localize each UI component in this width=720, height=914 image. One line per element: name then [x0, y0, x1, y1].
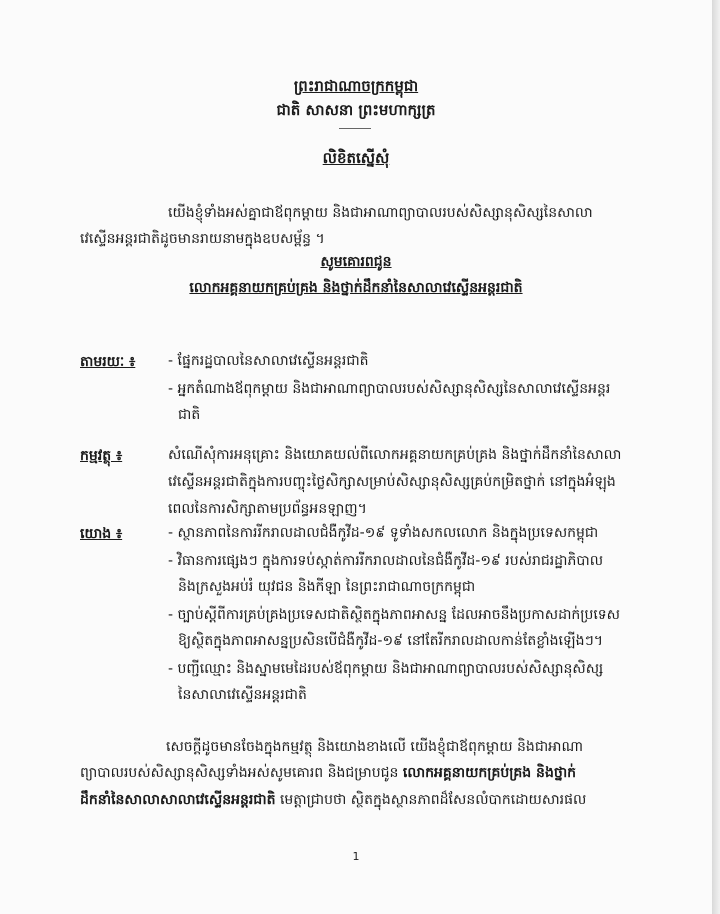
reference-line-7: នៃសាលាវេស្ទើនអន្តរជាតិ	[178, 687, 307, 703]
via-label: តាមរយៈ ៖	[80, 354, 136, 370]
reference-label: យោង ៖	[80, 526, 123, 542]
kingdom-heading: ព្រះរាជាណាចក្រកម្ពុជា	[293, 77, 419, 95]
reference-line-6: - បញ្ជីឈ្មោះ និងស្នាមមេដៃរបស់ឪពុកម្តាយ និងជាអាណាព្យាបាលរបស់សិស្សានុសិស្ស	[168, 661, 604, 677]
closing-line-2-plain: ព្យាបាលរបស់សិស្សានុសិស្សទាំងអស់សូមគោរព និងជម្រាបជូន	[80, 765, 403, 781]
via-item-1: - ផ្នែករដ្ឋបាលនៃសាលាវេស្ទើនអន្តរជាតិ	[168, 353, 369, 369]
via-item-2: - អ្នកតំណាងឪពុកម្តាយ និងជាអាណាព្យាបាលរបស់សិស្សានុសិស្សនៃសាលាវេស្ទើនអន្តរ	[168, 381, 611, 397]
reference-line-4: - ច្បាប់ស្តីពីការគ្រប់គ្រងប្រទេសជាតិស្ថិតក្នុងភាពអាសន្ន ដែលអាចនឹងប្រកាសដាក់ប្រទេស	[168, 607, 620, 623]
decorative-divider	[339, 128, 371, 129]
closing-line-2-bold: លោកអគ្គនាយកគ្រប់គ្រង និងថ្នាក់	[402, 765, 577, 781]
letter-title: លិខិតស្នើសុំ	[322, 149, 390, 167]
respect-line-2: លោកអគ្គនាយកគ្រប់គ្រង និងថ្នាក់ដឹកនាំនៃសាលាវេស្ទើនអន្តរជាតិ	[189, 280, 523, 296]
closing-line-3-plain: មេត្តាជ្រាបថា ស្ថិតក្នុងស្ថានភាពដ៏សែនលំបាកដោយសារផល	[275, 792, 587, 808]
closing-line-3	[80, 791, 586, 809]
respect-line-1: សូមគោរពជូន	[320, 254, 392, 270]
intro-line-2: វេស្ទើនអន្តរជាតិដូចមានរាយនាមក្នុងឧបសម្ព័ន្ធ ។	[80, 231, 325, 247]
subject-label: កម្មវត្ថុ ៖	[80, 448, 123, 464]
page-number: 1	[352, 850, 360, 863]
subject-line-3: ពេលនៃការសិក្សាតាមប្រព័ន្ធអនឡាញ។	[168, 501, 367, 517]
closing-line-2	[80, 764, 576, 782]
closing-line-1: សេចក្តីដូចមានចែងក្នុងកម្មវត្ថុ និងយោងខាងលើ យើងខ្ញុំជាឪពុកម្តាយ និងជាអាណា	[166, 739, 584, 755]
motto-heading: ជាតិ សាសនា ព្រះមហាក្សត្រ	[276, 101, 436, 119]
reference-line-2: - វិធានការផ្សេងៗ ក្នុងការទប់ស្កាត់ការរីករាលដាលនៃជំងឺកូវីដ-១៩ របស់រាជរដ្ឋាភិបាល	[168, 553, 604, 569]
intro-line-1: យើងខ្ញុំទាំងអស់គ្នាជាឪពុកម្តាយ និងជាអាណាព្យាបាលរបស់សិស្សានុសិស្សនៃសាលា	[168, 205, 593, 221]
reference-line-3: និងក្រសួងអប់រំ យុវជន និងកីឡា នៃព្រះរាជាណាចក្រកម្ពុជា	[178, 579, 476, 595]
reference-line-1: - ស្ថានភាពនៃការរីករាលដាលជំងឺកូវីដ-១៩ ទូទាំងសកលលោក និងក្នុងប្រទេសកម្ពុជា	[168, 525, 599, 541]
page-edge-shadow	[712, 0, 720, 914]
subject-line-2: វេស្ទើនអន្តរជាតិក្នុងការបញ្ចុះថ្លៃសិក្សាសម្រាប់សិស្សានុសិស្សគ្រប់កម្រិតថ្នាក់ នៅក្នុងអំឡុង	[168, 474, 616, 490]
via-item-2-cont: ជាតិ	[178, 407, 201, 423]
closing-line-3-bold: ដឹកនាំនៃសាលាសាលាវេស្ទើនអន្តរជាតិ	[80, 792, 276, 808]
subject-line-1: សំណើសុំការអនុគ្រោះ និងយោគយល់ពីលោកអគ្គនាយកគ្រប់គ្រង និងថ្នាក់ដឹកនាំនៃសាលា	[168, 447, 622, 463]
reference-line-5: ឱ្យស្ថិតក្នុងភាពអាសន្នប្រសិនបើជំងឺកូវីដ-១៩ នៅតែរីករាលដាលកាន់តែខ្លាំងឡើងៗ។	[178, 633, 603, 649]
